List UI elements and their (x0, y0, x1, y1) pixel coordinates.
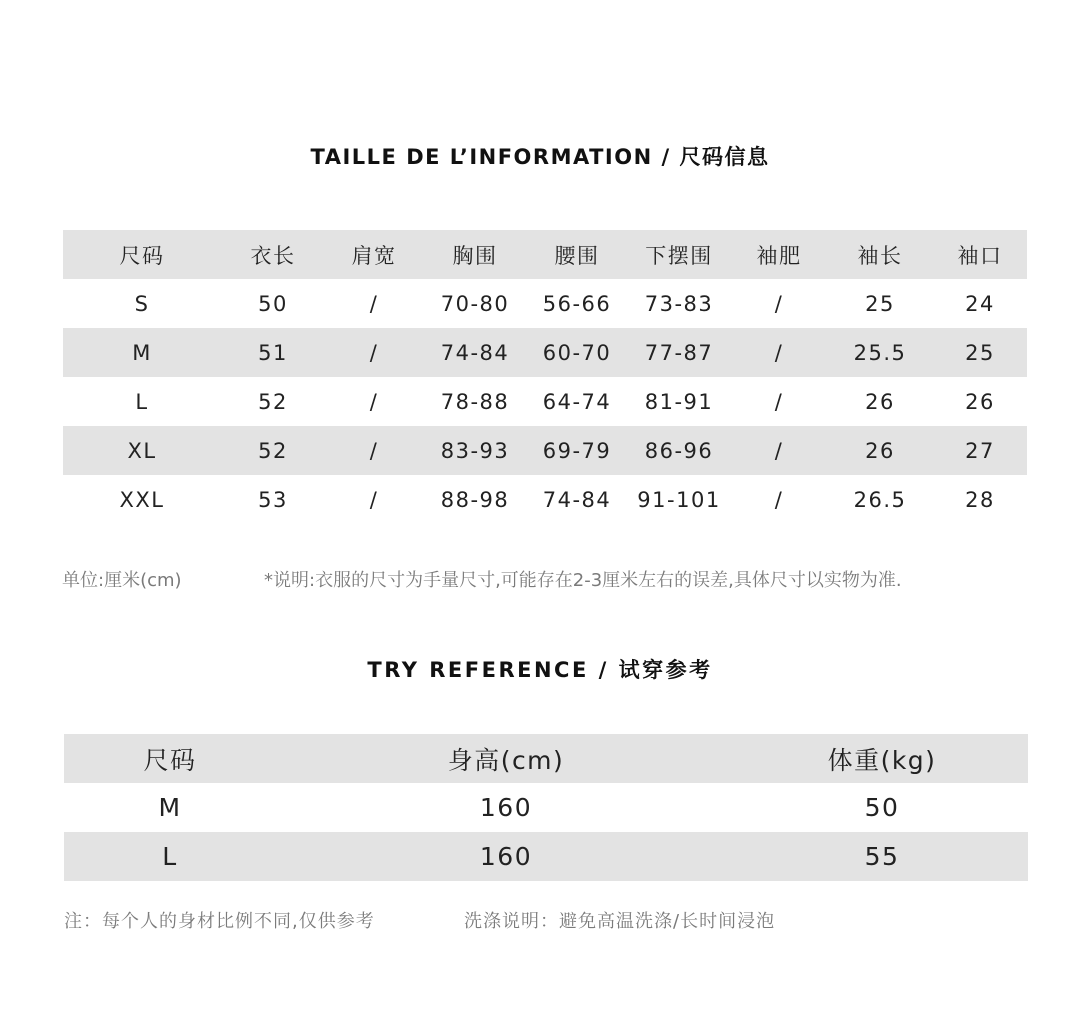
table-cell: 26 (865, 438, 895, 463)
table-cell: 26 (865, 389, 895, 414)
table-cell: 26 (965, 389, 995, 414)
table-cell: 51 (258, 340, 288, 365)
header-weight: 体重(kg) (827, 745, 937, 775)
table-cell: / (369, 389, 379, 414)
table-cell: / (369, 438, 379, 463)
table-cell: S (134, 291, 150, 316)
size-table (63, 230, 1027, 524)
table-cell: 77-87 (644, 340, 714, 365)
table-cell: 25 (865, 291, 895, 316)
table-cell: 50 (258, 291, 288, 316)
washing-instructions: 洗涤说明：避免高温洗涤/长时间浸泡 (464, 911, 776, 932)
table-cell: 50 (864, 793, 900, 822)
header-hem: 下摆围 (645, 243, 713, 268)
table-cell: 78-88 (440, 389, 510, 414)
table-cell: 27 (965, 438, 995, 463)
table-cell: XXL (119, 487, 165, 512)
table-cell: 28 (965, 487, 995, 512)
table-row (63, 279, 1027, 328)
table-cell: 81-91 (644, 389, 714, 414)
header-chest: 胸围 (452, 243, 498, 268)
table-cell: 160 (479, 842, 533, 871)
fit-note: 注：每个人的身材比例不同,仅供参考 (64, 911, 375, 932)
measurement-disclaimer: *说明:衣服的尺寸为手量尺寸,可能存在2-3厘米左右的误差,具体尺寸以实物为准. (264, 570, 902, 591)
size-table-header-row (63, 230, 1027, 279)
table-cell: 160 (479, 793, 533, 822)
table-cell: 91-101 (637, 487, 721, 512)
table-row (63, 475, 1027, 524)
unit-note: 单位:厘米(cm) (62, 570, 182, 591)
table-cell: 25 (965, 340, 995, 365)
table-cell: 53 (258, 487, 288, 512)
table-cell: / (369, 487, 379, 512)
header-sleeve-length: 袖长 (857, 243, 903, 268)
table-cell: 24 (965, 291, 995, 316)
table-cell: 83-93 (440, 438, 510, 463)
table-cell: 74-84 (542, 487, 612, 512)
table-cell: / (774, 291, 784, 316)
table-cell: / (774, 438, 784, 463)
table-cell: 70-80 (440, 291, 510, 316)
table-cell: 69-79 (542, 438, 612, 463)
table-row (64, 783, 1028, 832)
table-cell: 52 (258, 438, 288, 463)
table-cell: 25.5 (853, 340, 907, 365)
size-info-title: TAILLE DE L’INFORMATION / 尺码信息 (310, 145, 770, 169)
table-row (63, 328, 1027, 377)
table-cell: XL (127, 438, 157, 463)
table-cell: L (135, 389, 149, 414)
header-cuff: 袖口 (957, 243, 1003, 268)
header-sleeve-width: 袖肥 (756, 243, 802, 268)
table-cell: / (774, 487, 784, 512)
table-cell: 26.5 (853, 487, 907, 512)
table-cell: / (369, 340, 379, 365)
table-cell: 56-66 (542, 291, 612, 316)
table-row (64, 832, 1028, 881)
header-shoulder: 肩宽 (351, 243, 397, 268)
try-table-header-row (64, 734, 1028, 783)
header-length: 衣长 (250, 243, 296, 268)
table-cell: L (162, 842, 178, 871)
table-cell: 55 (864, 842, 900, 871)
header-size: 尺码 (143, 745, 197, 775)
table-row (63, 426, 1027, 475)
table-cell: 60-70 (542, 340, 612, 365)
table-cell: 52 (258, 389, 288, 414)
table-cell: M (158, 793, 182, 822)
table-cell: 73-83 (644, 291, 714, 316)
table-cell: / (369, 291, 379, 316)
table-cell: / (774, 340, 784, 365)
table-cell: 86-96 (644, 438, 714, 463)
try-reference-table (64, 734, 1028, 881)
table-cell: / (774, 389, 784, 414)
header-size: 尺码 (119, 243, 165, 268)
table-cell: M (132, 340, 152, 365)
table-row (63, 377, 1027, 426)
try-reference-title: TRY REFERENCE / 试穿参考 (367, 658, 713, 682)
header-waist: 腰围 (554, 243, 600, 268)
table-cell: 74-84 (440, 340, 510, 365)
table-cell: 88-98 (440, 487, 510, 512)
header-height: 身高(cm) (447, 745, 565, 775)
table-cell: 64-74 (542, 389, 612, 414)
